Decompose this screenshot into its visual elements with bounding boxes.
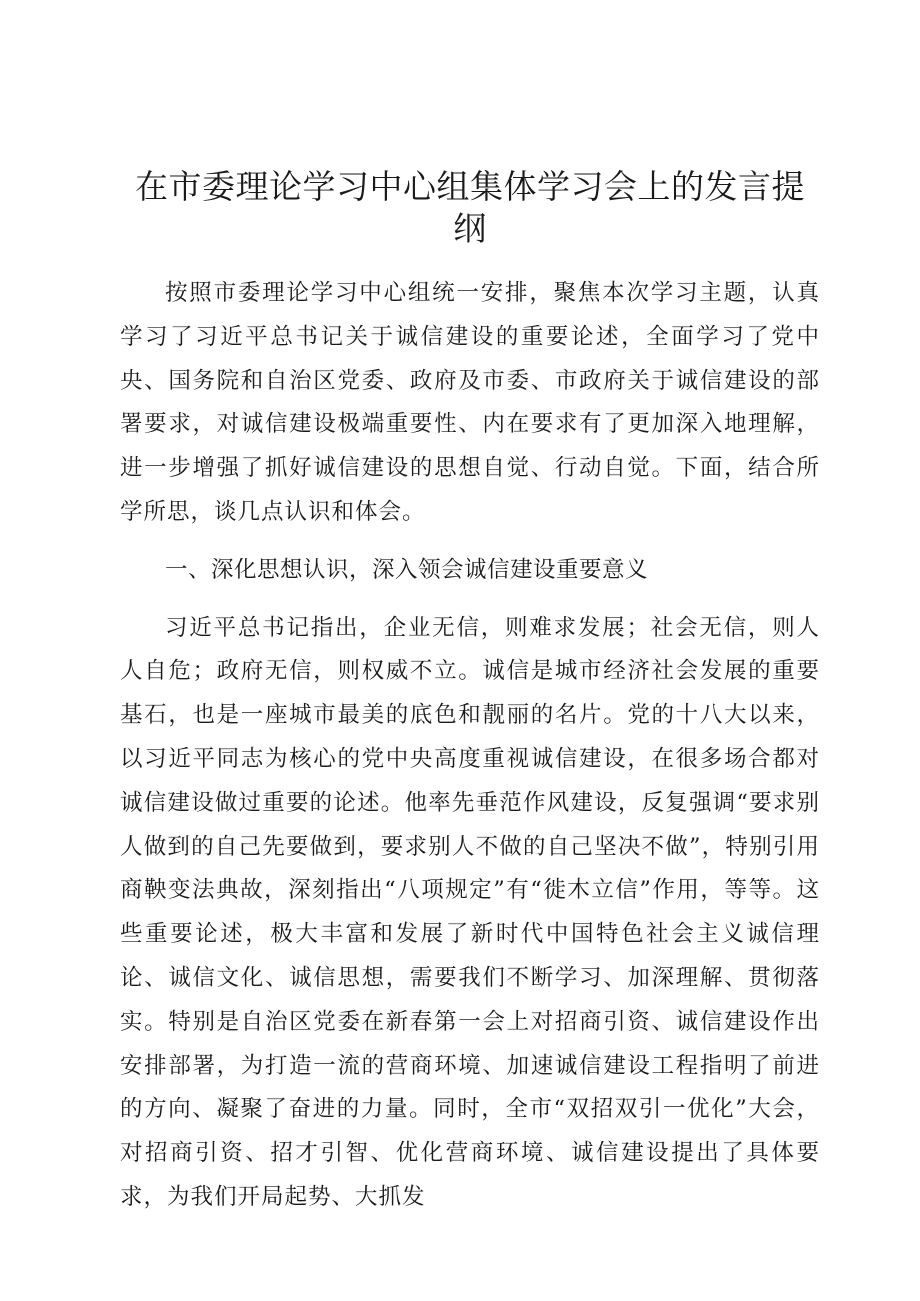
intro-paragraph: 按照市委理论学习中心组统一安排，聚焦本次学习主题，认真学习了习近平总书记关于诚信建设的重要论述，全面学习了党中央、国务院和自治区党委、政府及市委、市政府关于诚信建设的部署要求，对诚信建设极端重要性、内在要求有了更加深入地理解，进一步增强了抓好诚信建设的思想自觉、行动自觉。下面，结合所学所思，谈几点认识和体会。 — [120, 280, 820, 525]
section-paragraph: 习近平总书记指出，企业无信，则难求发展；社会无信，则人人自危；政府无信，则权威不立。诚信是城市经济社会发展的重要基石，也是一座城市最美的底色和靓丽的名片。党的十八大以来，以习近平同志为核心的党中央高度重视诚信建设，在很多场合都对诚信建设做过重要的论述。他率先垂范作风建设，反复强调“要求别人做到的自己先要做到，要求别人不做的自己坚决不做”，特别引用商鞅变法典故，深刻指出“八项规定”有“徙木立信”作用，等等。这些重要论述，极大丰富和发展了新时代中国特色社会主义诚信理论、诚信文化、诚信思想，需要我们不断学习、加深理解、贯彻落实。特别是自治区党委在新春第一会上对招商引资、诚信建设作出安排部署，为打造一流的营商环境、加速诚信建设工程指明了前进的方向、凝聚了奋进的力量。同时，全市“双招双引一优化”大会，对招商引资、招才引智、优化营商环境、诚信建设提出了具体要求，为我们开局起势、大抓发 — [120, 614, 820, 1210]
document-title: 在市委理论学习中心组集体学习会上的发言提纲 — [135, 167, 805, 248]
document-body — [120, 272, 820, 1220]
section-heading: 一、深化思想认识，深入领会诚信建设重要意义 — [165, 556, 649, 583]
